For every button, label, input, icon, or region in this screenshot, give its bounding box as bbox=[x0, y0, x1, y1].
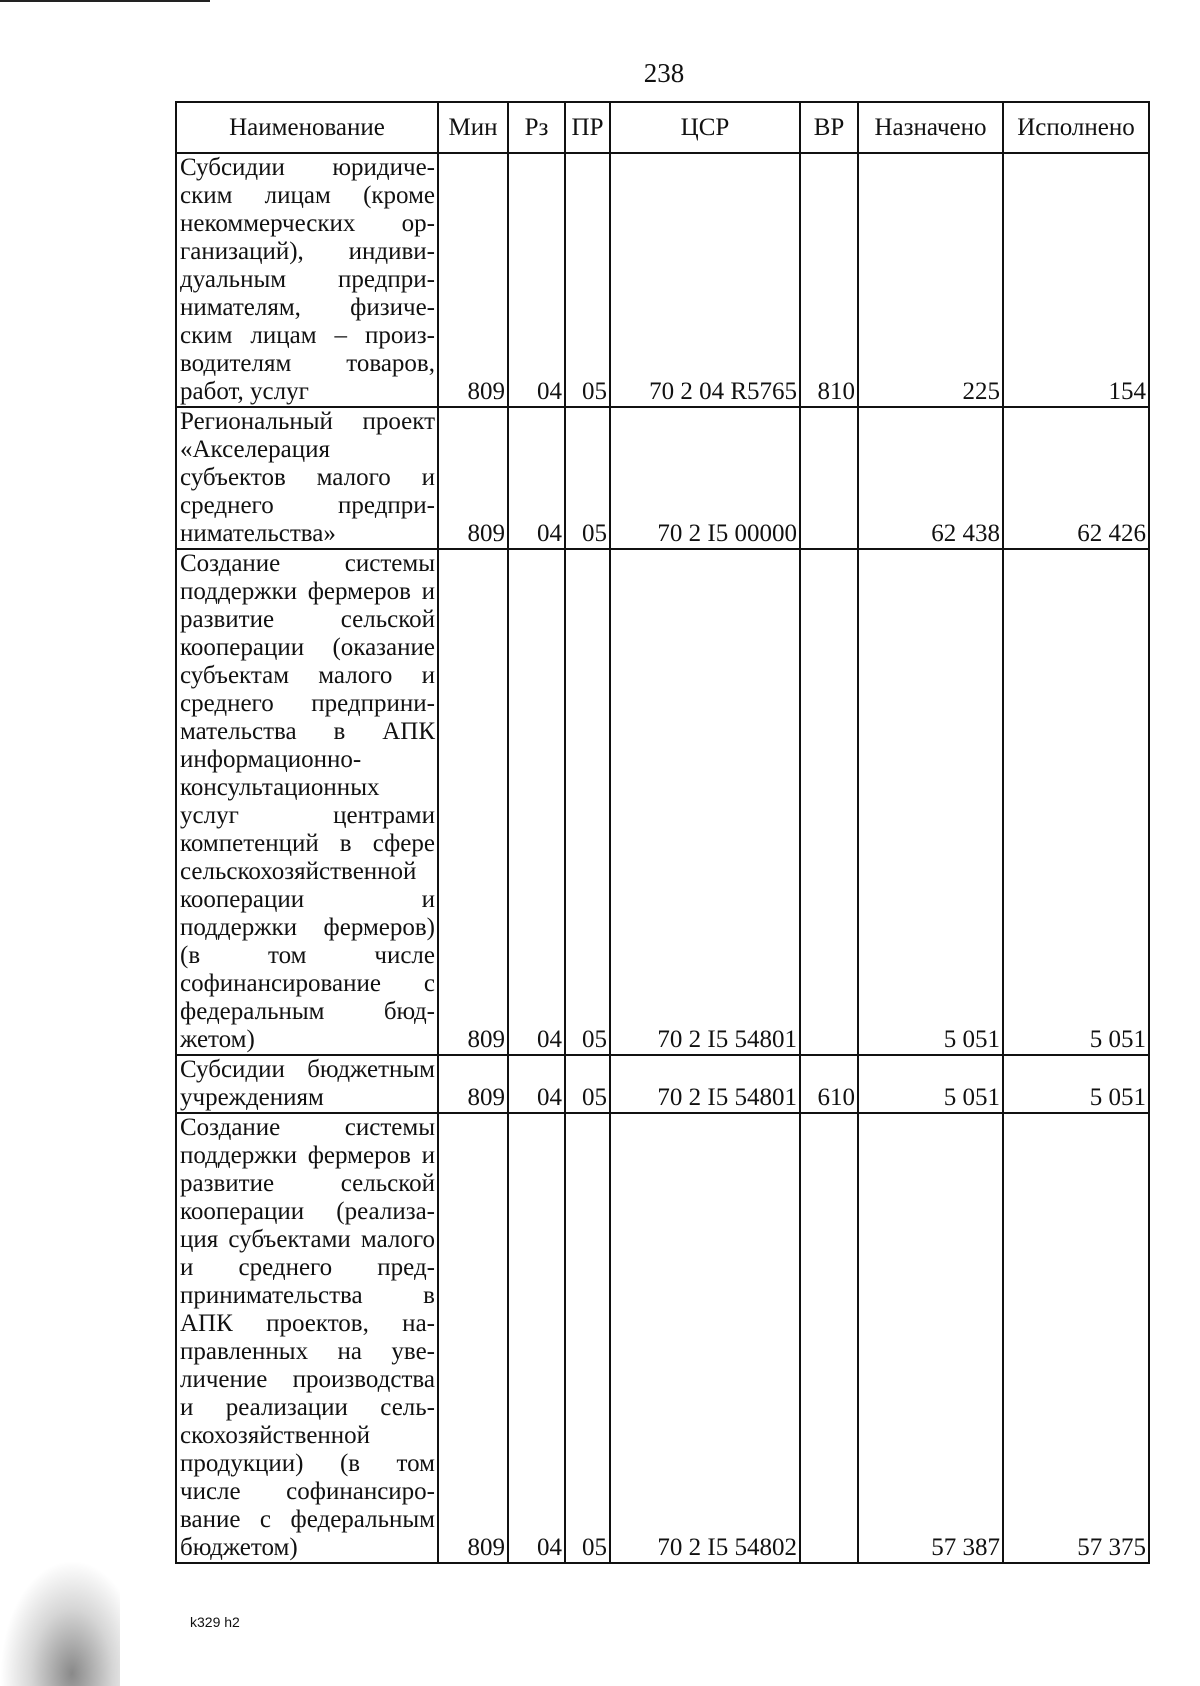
row-executed: 5 051 bbox=[1003, 549, 1149, 1055]
table-row bbox=[176, 1055, 1149, 1113]
header-min: Мин bbox=[438, 102, 508, 153]
row-min: 809 bbox=[438, 549, 508, 1055]
scan-edge-line bbox=[0, 0, 210, 2]
row-csr: 70 2 I5 54801 bbox=[610, 549, 800, 1055]
row-assigned: 225 bbox=[858, 153, 1003, 407]
row-assigned: 5 051 bbox=[858, 549, 1003, 1055]
row-min: 809 bbox=[438, 1055, 508, 1113]
row-vr: 610 bbox=[800, 1055, 858, 1113]
row-pr: 05 bbox=[565, 1113, 610, 1563]
row-assigned: 5 051 bbox=[858, 1055, 1003, 1113]
row-csr: 70 2 04 R5765 bbox=[610, 153, 800, 407]
row-name: Субсидии юридическим лицам (кроме некоммерческих организаций), индивидуальным предпринимателям, физическим лицам – производителям товаров, работ, услуг bbox=[176, 153, 438, 407]
row-vr bbox=[800, 407, 858, 549]
row-name: Создание системы поддержки фермеров и развитие сельской кооперации (оказание субъектам малого и среднего предпринимательства в АПК информационно-консультационных услуг центрами компетенций в сфере сельскохозяйственной кооперации и поддержки фермеров) (в том числе софинансирование с федеральным бюджетом) bbox=[176, 549, 438, 1055]
row-csr: 70 2 I5 00000 bbox=[610, 407, 800, 549]
header-name: Наименование bbox=[176, 102, 438, 153]
row-name: Субсидии бюджетным учреждениям bbox=[176, 1055, 438, 1113]
table-row bbox=[176, 1113, 1149, 1563]
row-executed: 5 051 bbox=[1003, 1055, 1149, 1113]
header-rz: Рз bbox=[508, 102, 565, 153]
table-header-row bbox=[176, 102, 1149, 153]
row-pr: 05 bbox=[565, 153, 610, 407]
header-csr: ЦСР bbox=[610, 102, 800, 153]
row-min: 809 bbox=[438, 407, 508, 549]
budget-table bbox=[175, 101, 1150, 1564]
footer-code: k329 h2 bbox=[190, 1614, 240, 1630]
row-assigned: 62 438 bbox=[858, 407, 1003, 549]
row-executed: 62 426 bbox=[1003, 407, 1149, 549]
row-csr: 70 2 I5 54801 bbox=[610, 1055, 800, 1113]
row-min: 809 bbox=[438, 1113, 508, 1563]
row-csr: 70 2 I5 54802 bbox=[610, 1113, 800, 1563]
header-executed: Исполнено bbox=[1003, 102, 1149, 153]
row-name: Региональный проект «Акселерация субъектов малого и среднего предпринимательства» bbox=[176, 407, 438, 549]
row-name: Создание системы поддержки фермеров и развитие сельской кооперации (реализация субъектами малого и среднего предпринимательства в АПК проектов, направленных на увеличение производства и реализации сельскохозяйственной продукции) (в том числе софинансирование с федеральным бюджетом) bbox=[176, 1113, 438, 1563]
row-pr: 05 bbox=[565, 1055, 610, 1113]
row-rz: 04 bbox=[508, 407, 565, 549]
row-pr: 05 bbox=[565, 407, 610, 549]
row-rz: 04 bbox=[508, 153, 565, 407]
row-rz: 04 bbox=[508, 549, 565, 1055]
row-executed: 154 bbox=[1003, 153, 1149, 407]
table-row bbox=[176, 549, 1149, 1055]
row-vr bbox=[800, 1113, 858, 1563]
table-row bbox=[176, 407, 1149, 549]
row-pr: 05 bbox=[565, 549, 610, 1055]
scan-noise-mark bbox=[0, 1560, 120, 1686]
row-vr: 810 bbox=[800, 153, 858, 407]
header-pr: ПР bbox=[565, 102, 610, 153]
row-vr bbox=[800, 549, 858, 1055]
table-row bbox=[176, 153, 1149, 407]
page-number: 238 bbox=[643, 58, 685, 88]
header-assigned: Назначено bbox=[858, 102, 1003, 153]
row-rz: 04 bbox=[508, 1113, 565, 1563]
header-vr: ВР bbox=[800, 102, 858, 153]
row-rz: 04 bbox=[508, 1055, 565, 1113]
row-assigned: 57 387 bbox=[858, 1113, 1003, 1563]
row-executed: 57 375 bbox=[1003, 1113, 1149, 1563]
row-min: 809 bbox=[438, 153, 508, 407]
